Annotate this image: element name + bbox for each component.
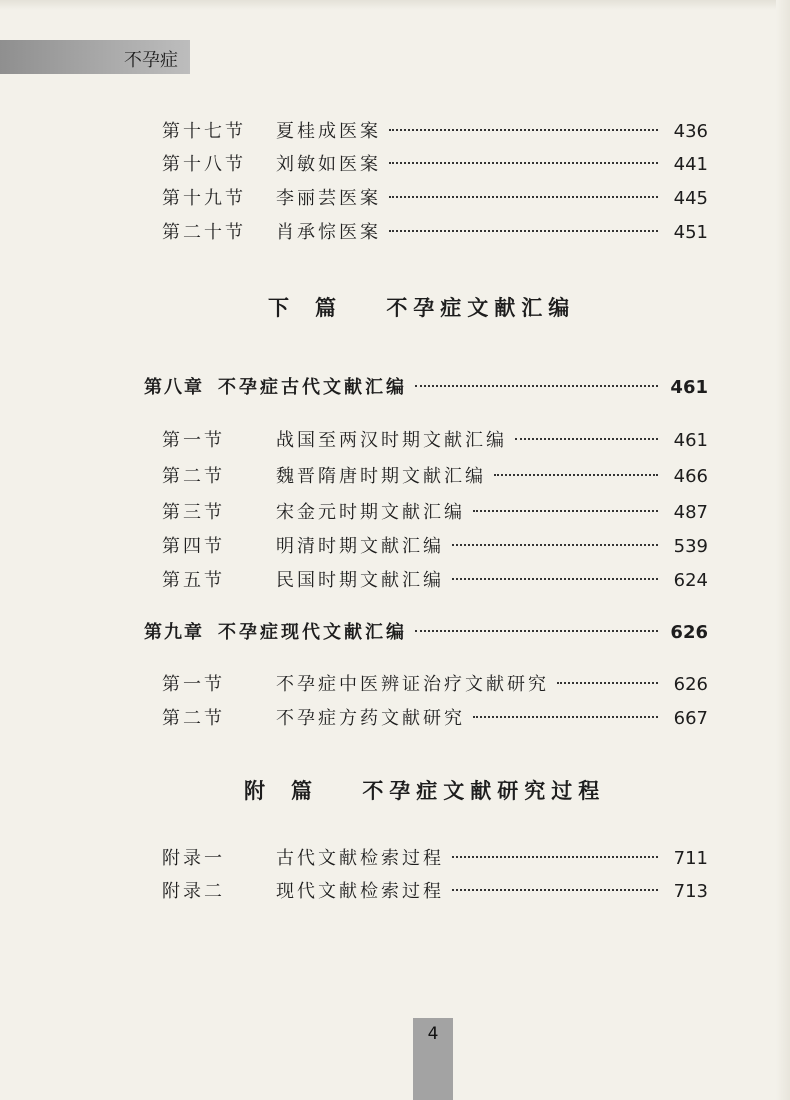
appendix-label: 附录一 xyxy=(162,848,225,869)
dot-leader xyxy=(389,162,658,164)
chapter-page: 626 xyxy=(670,622,708,643)
toc-entry[interactable] xyxy=(162,151,708,179)
toc-entry[interactable] xyxy=(162,118,708,146)
toc-entry-title: 战国至两汉时期文献汇编 xyxy=(276,430,507,451)
toc-entry-title: 民国时期文献汇编 xyxy=(276,570,444,591)
toc-entry[interactable] xyxy=(162,671,708,699)
toc-entry-label: 第四节 xyxy=(162,536,225,557)
page-number-tab xyxy=(413,1018,453,1100)
toc-entry-label: 第一节 xyxy=(162,430,225,451)
appendix-entry[interactable] xyxy=(162,878,708,906)
dot-leader xyxy=(389,129,658,131)
running-header-title: 不孕症 xyxy=(124,50,178,71)
appendix-page: 711 xyxy=(673,848,708,869)
toc-entry[interactable] xyxy=(162,499,708,527)
toc-entry[interactable] xyxy=(162,219,708,247)
toc-entry-page: 441 xyxy=(673,154,708,175)
toc-entry-title: 不孕症方药文献研究 xyxy=(276,708,465,729)
toc-entry-label: 第十九节 xyxy=(162,188,246,209)
toc-entry-label: 第二十节 xyxy=(162,222,246,243)
toc-entry-page: 539 xyxy=(673,536,708,557)
toc-entry-title: 肖承悰医案 xyxy=(276,222,381,243)
chapter-title: 不孕症古代文献汇编 xyxy=(218,377,407,398)
dot-leader xyxy=(452,544,658,546)
chapter-title: 不孕症现代文献汇编 xyxy=(218,622,407,643)
dot-leader xyxy=(415,630,658,632)
chapter-label: 第九章 xyxy=(144,622,204,643)
dot-leader xyxy=(452,578,658,580)
toc-entry-label: 第二节 xyxy=(162,466,225,487)
toc-entry-title: 李丽芸医案 xyxy=(276,188,381,209)
toc-entry[interactable] xyxy=(162,567,708,595)
toc-entry-page: 436 xyxy=(673,121,708,142)
toc-entry-title: 明清时期文献汇编 xyxy=(276,536,444,557)
toc-entry-page: 466 xyxy=(673,466,708,487)
toc-entry-title: 夏桂成医案 xyxy=(276,121,381,142)
toc-entry-label: 第三节 xyxy=(162,502,225,523)
toc-entry-label: 第十八节 xyxy=(162,154,246,175)
dot-leader xyxy=(515,438,658,440)
appendix-title: 现代文献检索过程 xyxy=(276,881,444,902)
toc-entry-label: 第五节 xyxy=(162,570,225,591)
toc-entry-title: 宋金元时期文献汇编 xyxy=(276,502,465,523)
dot-leader xyxy=(557,682,658,684)
running-header-tab xyxy=(0,40,190,74)
toc-entry-page: 487 xyxy=(673,502,708,523)
toc-entry[interactable] xyxy=(162,427,708,455)
toc-entry-page: 445 xyxy=(673,188,708,209)
toc-entry[interactable] xyxy=(162,705,708,733)
toc-entry[interactable] xyxy=(162,463,708,491)
chapter-page: 461 xyxy=(670,377,708,398)
toc-entry[interactable] xyxy=(162,185,708,213)
toc-entry-label: 第二节 xyxy=(162,708,225,729)
page-number: 4 xyxy=(427,1024,439,1044)
toc-entry-title: 不孕症中医辨证治疗文献研究 xyxy=(276,674,549,695)
part-heading-title: 不孕症文献研究过程 xyxy=(362,778,606,803)
dot-leader xyxy=(473,510,658,512)
dot-leader xyxy=(389,230,658,232)
part-heading xyxy=(268,292,575,322)
toc-entry-page: 461 xyxy=(673,430,708,451)
dot-leader xyxy=(415,385,658,387)
toc-entry-title: 魏晋隋唐时期文献汇编 xyxy=(276,466,486,487)
appendix-entry[interactable] xyxy=(162,845,708,873)
dot-leader xyxy=(452,889,658,891)
chapter-entry[interactable] xyxy=(144,619,708,647)
chapter-label: 第八章 xyxy=(144,377,204,398)
page-right-edge xyxy=(776,0,790,1100)
page-top-edge xyxy=(0,0,790,10)
toc-entry-title: 刘敏如医案 xyxy=(276,154,381,175)
dot-leader xyxy=(473,716,658,718)
chapter-entry[interactable] xyxy=(144,374,708,402)
dot-leader xyxy=(494,474,658,476)
appendix-label: 附录二 xyxy=(162,881,225,902)
appendix-page: 713 xyxy=(673,881,708,902)
dot-leader xyxy=(389,196,658,198)
part-heading-label: 下篇 xyxy=(268,295,362,320)
part-heading-title: 不孕症文献汇编 xyxy=(386,295,576,320)
toc-entry-page: 626 xyxy=(673,674,708,695)
dot-leader xyxy=(452,856,658,858)
toc-entry-page: 451 xyxy=(673,222,708,243)
part-heading-label: 附篇 xyxy=(244,778,338,803)
part-heading xyxy=(244,775,605,805)
appendix-title: 古代文献检索过程 xyxy=(276,848,444,869)
toc-entry[interactable] xyxy=(162,533,708,561)
toc-entry-page: 624 xyxy=(673,570,708,591)
toc-entry-label: 第十七节 xyxy=(162,121,246,142)
toc-entry-page: 667 xyxy=(673,708,708,729)
toc-entry-label: 第一节 xyxy=(162,674,225,695)
